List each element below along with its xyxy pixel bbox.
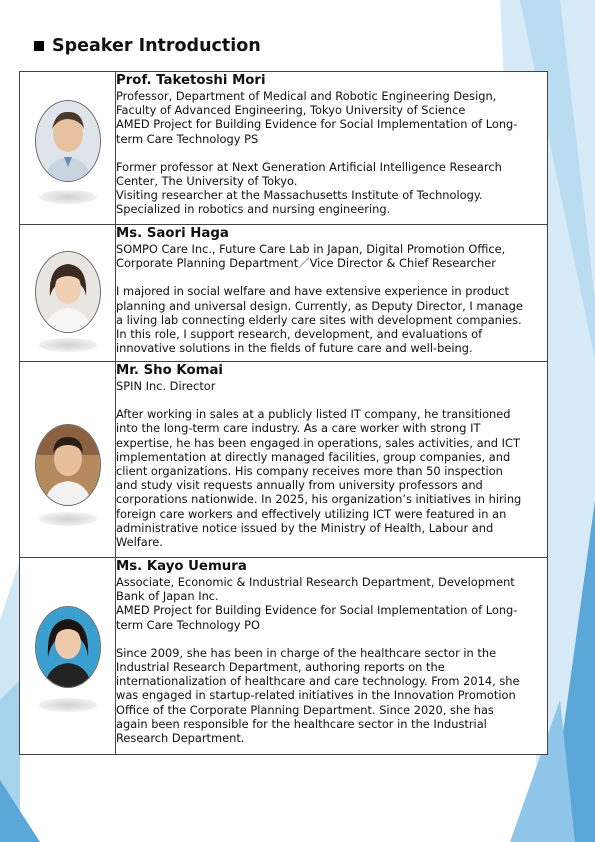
speaker-line: Associate, Economic & Industrial Research Department, Development	[116, 575, 515, 589]
speaker-line: Bank of Japan Inc.	[116, 589, 219, 604]
speaker-line: Specialized in robotics and nursing engineering.	[116, 202, 391, 217]
square-bullet-icon	[34, 41, 44, 51]
speaker-line: Professor, Department of Medical and Robotic Engineering Design,	[116, 89, 497, 103]
speaker-line: term Care Technology PS	[116, 131, 259, 146]
speaker-row	[20, 225, 548, 362]
speaker-line: Center, The University of Tokyo.	[116, 174, 298, 189]
speaker-table	[19, 71, 548, 755]
speaker-line: innovative solutions in the fields of future care and well-being.	[116, 341, 473, 356]
speaker-row	[20, 362, 548, 558]
speaker-line: I majored in social welfare and have extensive experience in product	[116, 284, 510, 299]
paragraph-gap	[116, 146, 547, 160]
speaker-photo-mori	[35, 100, 101, 182]
speaker-photo-komai	[35, 424, 101, 506]
speaker-row	[20, 558, 548, 755]
speaker-line: a living lab connecting elderly care sites with development companies.	[116, 312, 522, 327]
speaker-name: Ms. Kayo Uemura	[116, 559, 247, 574]
speaker-name: Ms. Saori Haga	[116, 226, 229, 241]
speaker-line: was engaged in startup-related initiatives in the Innovation Promotion	[116, 688, 516, 703]
speaker-photo-cell	[20, 362, 116, 558]
speaker-photo-cell	[20, 558, 116, 755]
speaker-line: Former professor at Next Generation Artificial Intelligence Research	[116, 159, 502, 174]
photo-shadow	[39, 698, 97, 712]
speaker-line: AMED Project for Building Evidence for Social Implementation of Long-	[116, 117, 518, 132]
speaker-line: expertise, he has been engaged in operations, sales activities, and ICT	[116, 435, 520, 450]
speaker-photo-cell	[20, 72, 116, 225]
speaker-line: Corporate Planning Department／Vice Director & Chief Researcher	[116, 256, 496, 271]
speaker-line: again been responsible for the healthcare sector in the Industrial	[116, 716, 487, 731]
speaker-line: corporations nationwide. In 2025, his organization’s initiatives in hiring	[116, 492, 522, 507]
speaker-line: term Care Technology PO	[116, 617, 260, 632]
speaker-line: SOMPO Care Inc., Future Care Lab in Japan, Digital Promotion Office,	[116, 242, 506, 256]
paragraph-gap	[116, 632, 547, 646]
speaker-line: and study visit requests annually from university professors and	[116, 478, 483, 493]
speaker-line: AMED Project for Building Evidence for Social Implementation of Long-	[116, 603, 518, 618]
speaker-info-cell	[116, 362, 548, 558]
speaker-line: Welfare.	[116, 535, 163, 550]
speaker-photo-cell	[20, 225, 116, 362]
photo-shadow	[39, 338, 97, 352]
page-title-text: Speaker Introduction	[52, 36, 261, 56]
speaker-line: implementation at directly managed facilities, group companies, and	[116, 449, 511, 464]
speaker-row	[20, 72, 548, 225]
paragraph-gap	[116, 393, 547, 407]
speaker-info-cell	[116, 225, 548, 362]
speaker-line: Industrial Research Department, authoring reports on the	[116, 660, 445, 675]
page-title	[34, 36, 261, 56]
speaker-photo-haga	[35, 251, 101, 333]
speaker-info-cell	[116, 72, 548, 225]
photo-shadow	[39, 190, 97, 204]
speaker-line: In this role, I support research, development, and evaluations of	[116, 327, 483, 342]
speaker-line: internationalization of healthcare and care technology. From 2014, she	[116, 674, 520, 689]
speaker-line: client organizations. His company receives more than 50 inspection	[116, 464, 503, 479]
speaker-line: into the long-term care industry. As a care worker with strong IT	[116, 421, 481, 436]
speaker-name: Prof. Taketoshi Mori	[116, 73, 266, 88]
speaker-line: foreign care workers and effectively utilizing ICT were featured in an	[116, 506, 507, 521]
photo-shadow	[39, 512, 97, 526]
speaker-line: administrative notice issued by the Ministry of Health, Labour and	[116, 520, 494, 535]
paragraph-gap	[116, 270, 547, 284]
speaker-line: SPIN Inc. Director	[116, 379, 216, 393]
speaker-line: After working in sales at a publicly listed IT company, he transitioned	[116, 407, 511, 422]
speaker-line: Office of the Corporate Planning Department. Since 2020, she has	[116, 702, 494, 717]
speaker-line: Visiting researcher at the Massachusetts Institute of Technology.	[116, 188, 483, 203]
speaker-photo-uemura	[35, 606, 101, 688]
speaker-line: Faculty of Advanced Engineering, Tokyo University of Science	[116, 103, 466, 118]
speaker-line: planning and universal design. Currently, as Deputy Director, I manage	[116, 298, 523, 313]
speaker-name: Mr. Sho Komai	[116, 363, 223, 378]
speaker-info-cell	[116, 558, 548, 755]
speaker-line: Since 2009, she has been in charge of the healthcare sector in the	[116, 645, 497, 660]
speaker-line: Research Department.	[116, 731, 245, 746]
